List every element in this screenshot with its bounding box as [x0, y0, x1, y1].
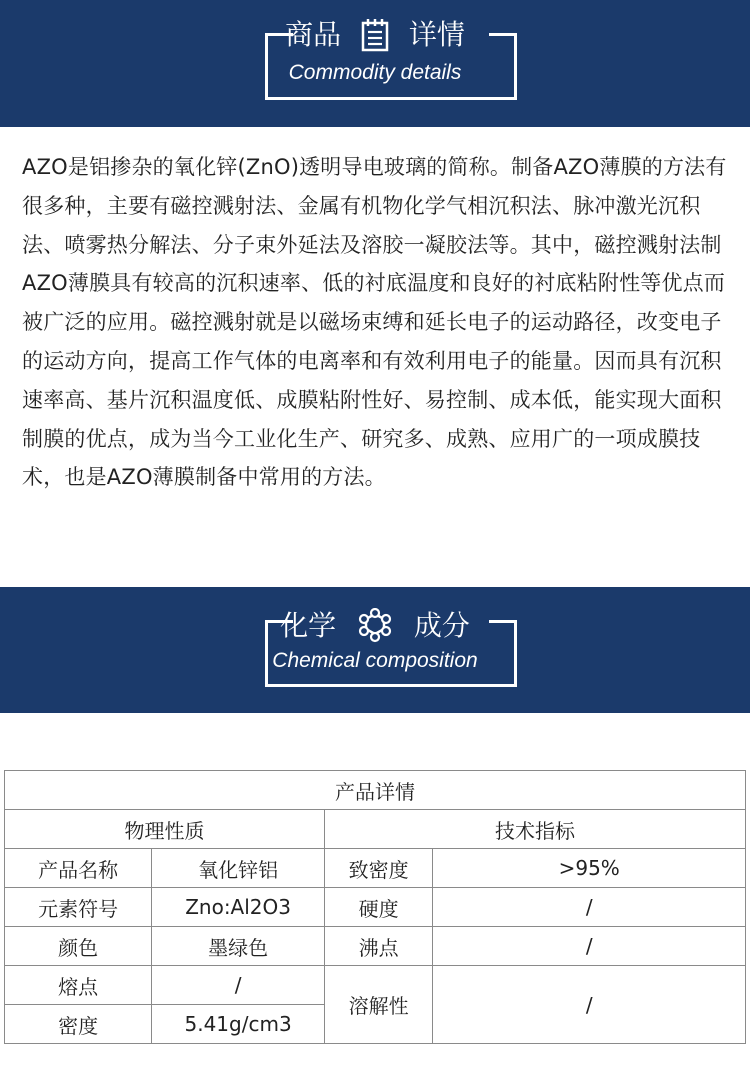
- molecule-icon: [355, 608, 395, 644]
- row-key: 密度: [5, 1005, 152, 1044]
- group-technical: 技术指标: [324, 810, 745, 849]
- section-title: [0, 14, 750, 55]
- product-description: AZO是铝掺杂的氧化锌(ZnO)透明导电玻璃的简称。制备AZO薄膜的方法有很多种，主要有磁控溅射法、金属有机物化学气相沉积法、脉冲激光沉积法、喷雾热分解法、分子束外延法及溶胶一凝胶法等。其中，磁控溅射法制AZO薄膜具有较高的沉积速率、低的衬底温度和良好的衬底粘附性等优点而被广泛的应用。磁控溅射就是以磁场束缚和延长电子的运动路径，改变电子的运动方向，提高工作气体的电离率和有效利用电子的能量。因而具有沉积速率高、基片沉积温度低、成膜粘附性好、易控制、成本低，能实现大面积制膜的优点，成为当今工业化生产、研究多、成熟、应用广的一项成膜技术，也是AZO薄膜制备中常用的方法。: [22, 155, 727, 490]
- table-group-row: [5, 810, 746, 849]
- table-caption-row: [5, 771, 746, 810]
- row-key: 致密度: [324, 849, 433, 888]
- title-left: 化学: [280, 609, 337, 642]
- section-subtitle: Commodity details: [288, 61, 462, 84]
- row-value: /: [433, 927, 746, 966]
- row-value: 氧化锌铝: [152, 849, 325, 888]
- section-subtitle: Chemical composition: [272, 649, 478, 672]
- title-right: 详情: [408, 18, 465, 51]
- title-left: 商品: [285, 18, 342, 51]
- table-caption: 产品详情: [5, 771, 746, 810]
- row-value: /: [433, 966, 746, 1044]
- row-key: 颜色: [5, 927, 152, 966]
- row-key: 元素符号: [5, 888, 152, 927]
- table-row: [5, 888, 746, 927]
- row-key: 硬度: [324, 888, 433, 927]
- row-value: 墨绿色: [152, 927, 325, 966]
- row-value: >95%: [433, 849, 746, 888]
- notepad-icon: [360, 18, 390, 52]
- row-value: 5.41g/cm3: [152, 1005, 325, 1044]
- row-value: Zno:Al2O3: [152, 888, 325, 927]
- product-spec-table: [4, 770, 746, 1044]
- row-value: /: [433, 888, 746, 927]
- group-physical: 物理性质: [5, 810, 325, 849]
- header-banner-chemical: [0, 587, 750, 713]
- row-key: 产品名称: [5, 849, 152, 888]
- table-row: [5, 927, 746, 966]
- table-row: [5, 966, 746, 1005]
- row-key: 熔点: [5, 966, 152, 1005]
- section-title: [0, 605, 750, 646]
- header-banner-commodity: [0, 0, 750, 127]
- title-right: 成分: [413, 609, 470, 642]
- row-key: 沸点: [324, 927, 433, 966]
- row-key: 溶解性: [324, 966, 433, 1044]
- row-value: /: [152, 966, 325, 1005]
- table-row: [5, 849, 746, 888]
